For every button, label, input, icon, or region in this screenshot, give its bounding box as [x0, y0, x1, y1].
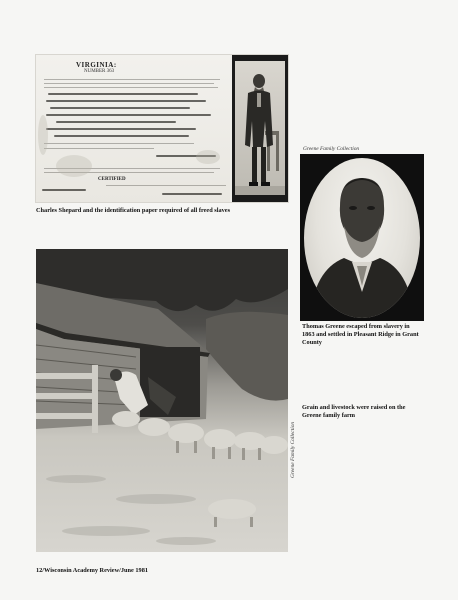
document-caption: Charles Shepard and the identification paper required of all freed slaves: [36, 207, 231, 214]
standing-man-figure: [235, 61, 285, 195]
page-footer: 12/Wisconsin Academy Review/June 1981: [36, 567, 149, 574]
document-state-heading: VIRGINIA:: [76, 61, 117, 69]
portrait-caption: Thomas Greene escaped from slavery in 1863 and settled in Pleasant Ridge in Grant County: [302, 323, 419, 346]
greene-family-farm-photo: [36, 249, 288, 552]
thomas-greene-portrait: [300, 154, 424, 321]
farm-caption: Grain and livestock were raised on the Greene family farm: [302, 404, 406, 419]
identification-paper: [36, 55, 230, 202]
document-certified-label: CERTIFIED: [98, 177, 126, 182]
charles-shepard-portrait: [232, 55, 288, 202]
photo-credit-portrait: Greene Family Collection: [303, 146, 360, 152]
identification-paper-photo: [36, 55, 288, 202]
photo-credit-farm: Greene Family Collection: [290, 421, 296, 478]
farm-scene: [36, 249, 288, 552]
document-number: NUMBER 363: [84, 69, 115, 74]
seated-man-bust: [304, 158, 420, 318]
